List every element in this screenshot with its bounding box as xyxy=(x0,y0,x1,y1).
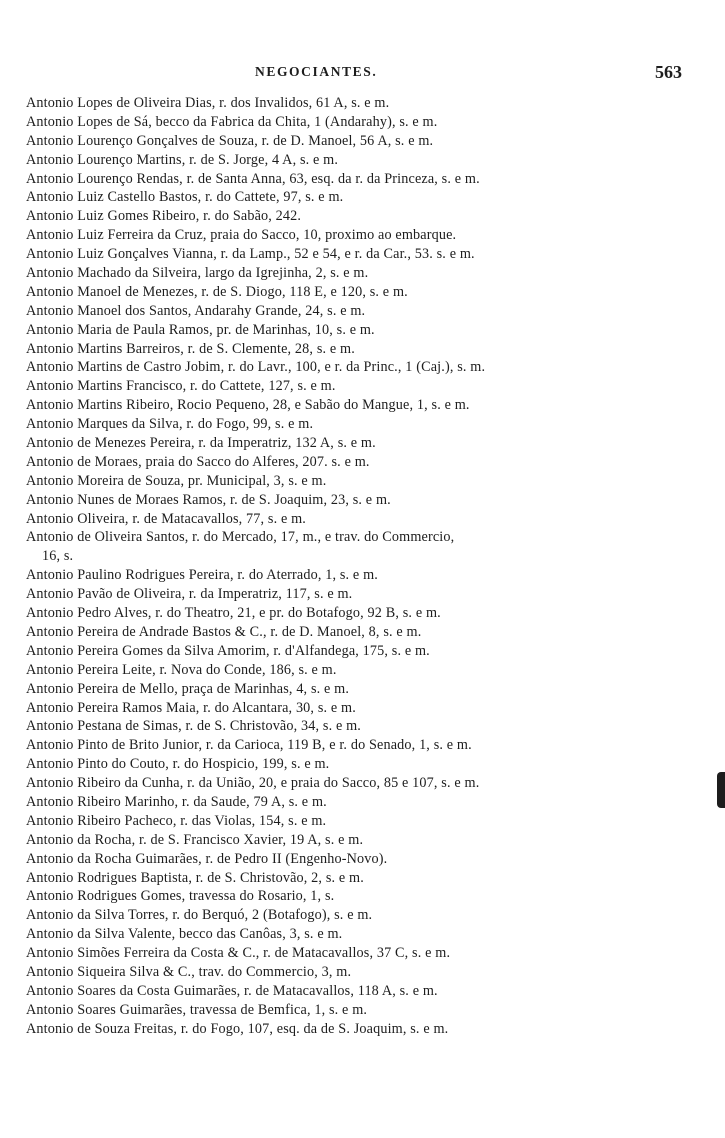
merchant-entry: Antonio Nunes de Moraes Ramos, r. de S. Joaquim, 23, s. e m. xyxy=(26,491,391,508)
merchant-entry: Antonio de Souza Freitas, r. do Fogo, 107, esq. da de S. Joaquim, s. e m. xyxy=(26,1020,449,1037)
merchant-entry: Antonio Maria de Paula Ramos, pr. de Marinhas, 10, s. e m. xyxy=(26,321,375,338)
merchant-entry: Antonio Paulino Rodrigues Pereira, r. do Aterrado, 1, s. e m. xyxy=(26,567,378,584)
running-head: NEGOCIANTES. xyxy=(255,64,378,79)
merchant-entry: Antonio Luiz Ferreira da Cruz, praia do Sacco, 10, proximo ao embarque. xyxy=(26,227,457,244)
merchant-entry: Antonio Lopes de Oliveira Dias, r. dos Invalidos, 61 A, s. e m. xyxy=(26,95,390,111)
merchant-entry: Antonio Pinto do Couto, r. do Hospicio, 199, s. e m. xyxy=(26,756,330,773)
merchant-entry: Antonio Manoel de Menezes, r. de S. Diogo, 118 E, e 120, s. e m. xyxy=(26,283,408,300)
merchant-entry: Antonio Soares da Costa Guimarães, r. de Matacavallos, 118 A, s. e m. xyxy=(26,982,438,999)
merchant-entry: Antonio Pereira Leite, r. Nova do Conde, 186, s. e m. xyxy=(26,661,337,678)
merchant-entry: Antonio Martins Francisco, r. do Cattete, 127, s. e m. xyxy=(26,378,336,395)
merchant-entry: Antonio Lourenço Gonçalves de Souza, r. de D. Manoel, 56 A, s. e m. xyxy=(26,132,434,149)
merchant-entry: Antonio Lourenço Martins, r. de S. Jorge, 4 A, s. e m. xyxy=(26,151,339,168)
merchant-entry: Antonio Manoel dos Santos, Andarahy Grande, 24, s. e m. xyxy=(26,302,366,319)
merchant-entry: Antonio da Rocha Guimarães, r. de Pedro II (Engenho-Novo). xyxy=(26,850,388,867)
merchant-entry: Antonio Martins Barreiros, r. de S. Clemente, 28, s. e m. xyxy=(26,340,355,357)
merchant-entry: Antonio Martins de Castro Jobim, r. do Lavr., 100, e r. da Princ., 1 (Caj.), s. m. xyxy=(26,359,486,376)
merchant-entry: Antonio Soares Guimarães, travessa de Bemfica, 1, s. e m. xyxy=(26,1001,368,1018)
margin-ink-mark xyxy=(717,772,725,808)
merchant-entry: Antonio Luiz Gonçalves Vianna, r. da Lamp., 52 e 54, e r. da Car., 53. s. e m. xyxy=(26,246,475,263)
merchant-entry: Antonio Martins Ribeiro, Rocio Pequeno, 28, e Sabão do Mangue, 1, s. e m. xyxy=(26,397,470,414)
merchant-entry: Antonio Pereira Gomes da Silva Amorim, r. d'Alfandega, 175, s. e m. xyxy=(26,642,430,659)
page-header xyxy=(0,64,725,88)
merchant-entry: Antonio Lourenço Rendas, r. de Santa Anna, 63, esq. da r. da Princeza, s. e m. xyxy=(26,170,480,187)
merchant-entry: Antonio Moreira de Souza, pr. Municipal, 3, s. e m. xyxy=(26,472,327,489)
page-number: 563 xyxy=(655,62,682,82)
merchant-entry: Antonio de Menezes Pereira, r. da Imperatriz, 132 A, s. e m. xyxy=(26,435,376,452)
merchant-entry: Antonio Ribeiro da Cunha, r. da União, 20, e praia do Sacco, 85 e 107, s. e m. xyxy=(26,775,480,792)
merchant-entry: Antonio da Silva Torres, r. do Berquó, 2 (Botafogo), s. e m. xyxy=(26,907,373,924)
merchant-list xyxy=(26,94,716,1039)
merchant-entry: Antonio Oliveira, r. de Matacavallos, 77, s. e m. xyxy=(26,510,307,527)
merchant-entry: Antonio Simões Ferreira da Costa & C., r. de Matacavallos, 37 C, s. e m. xyxy=(26,945,451,962)
merchant-entry: Antonio Pestana de Simas, r. de S. Christovão, 34, s. e m. xyxy=(26,718,361,735)
merchant-entry: Antonio Marques da Silva, r. do Fogo, 99, s. e m. xyxy=(26,416,314,433)
merchant-entry: Antonio Rodrigues Gomes, travessa do Rosario, 1, s. xyxy=(26,888,335,905)
merchant-entry: Antonio de Oliveira Santos, r. do Mercado, 17, m., e trav. do Commercio, xyxy=(26,529,455,546)
merchant-entry-continuation: 16, s. xyxy=(42,548,74,565)
merchant-entry: Antonio Lopes de Sá, becco da Fabrica da Chita, 1 (Andarahy), s. e m. xyxy=(26,113,438,130)
merchant-entry: Antonio Siqueira Silva & C., trav. do Commercio, 3, m. xyxy=(26,963,352,980)
merchant-entry: Antonio da Rocha, r. de S. Francisco Xavier, 19 A, s. e m. xyxy=(26,831,364,848)
merchant-entry: Antonio Luiz Gomes Ribeiro, r. do Sabão, 242. xyxy=(26,208,302,225)
merchant-entry: Antonio Pereira de Mello, praça de Marinhas, 4, s. e m. xyxy=(26,680,350,697)
merchant-entry: Antonio Ribeiro Marinho, r. da Saude, 79 A, s. e m. xyxy=(26,793,327,810)
merchant-entry: Antonio Machado da Silveira, largo da Igrejinha, 2, s. e m. xyxy=(26,265,369,282)
merchant-entry: Antonio da Silva Valente, becco das Canôas, 3, s. e m. xyxy=(26,926,343,943)
merchant-entry: Antonio de Moraes, praia do Sacco do Alferes, 207. s. e m. xyxy=(26,453,370,470)
merchant-entry: Antonio Rodrigues Baptista, r. de S. Christovão, 2, s. e m. xyxy=(26,869,364,886)
merchant-entry: Antonio Pedro Alves, r. do Theatro, 21, e pr. do Botafogo, 92 B, s. e m. xyxy=(26,605,441,622)
merchant-entry: Antonio Ribeiro Pacheco, r. das Violas, 154, s. e m. xyxy=(26,812,327,829)
merchant-entry: Antonio Pavão de Oliveira, r. da Imperatriz, 117, s. e m. xyxy=(26,586,353,603)
merchant-entry: Antonio Pereira de Andrade Bastos & C., r. de D. Manoel, 8, s. e m. xyxy=(26,623,422,640)
merchant-entry: Antonio Luiz Castello Bastos, r. do Cattete, 97, s. e m. xyxy=(26,189,344,206)
merchant-entry: Antonio Pereira Ramos Maia, r. do Alcantara, 30, s. e m. xyxy=(26,699,356,716)
merchant-entry: Antonio Pinto de Brito Junior, r. da Carioca, 119 B, e r. do Senado, 1, s. e m. xyxy=(26,737,472,754)
